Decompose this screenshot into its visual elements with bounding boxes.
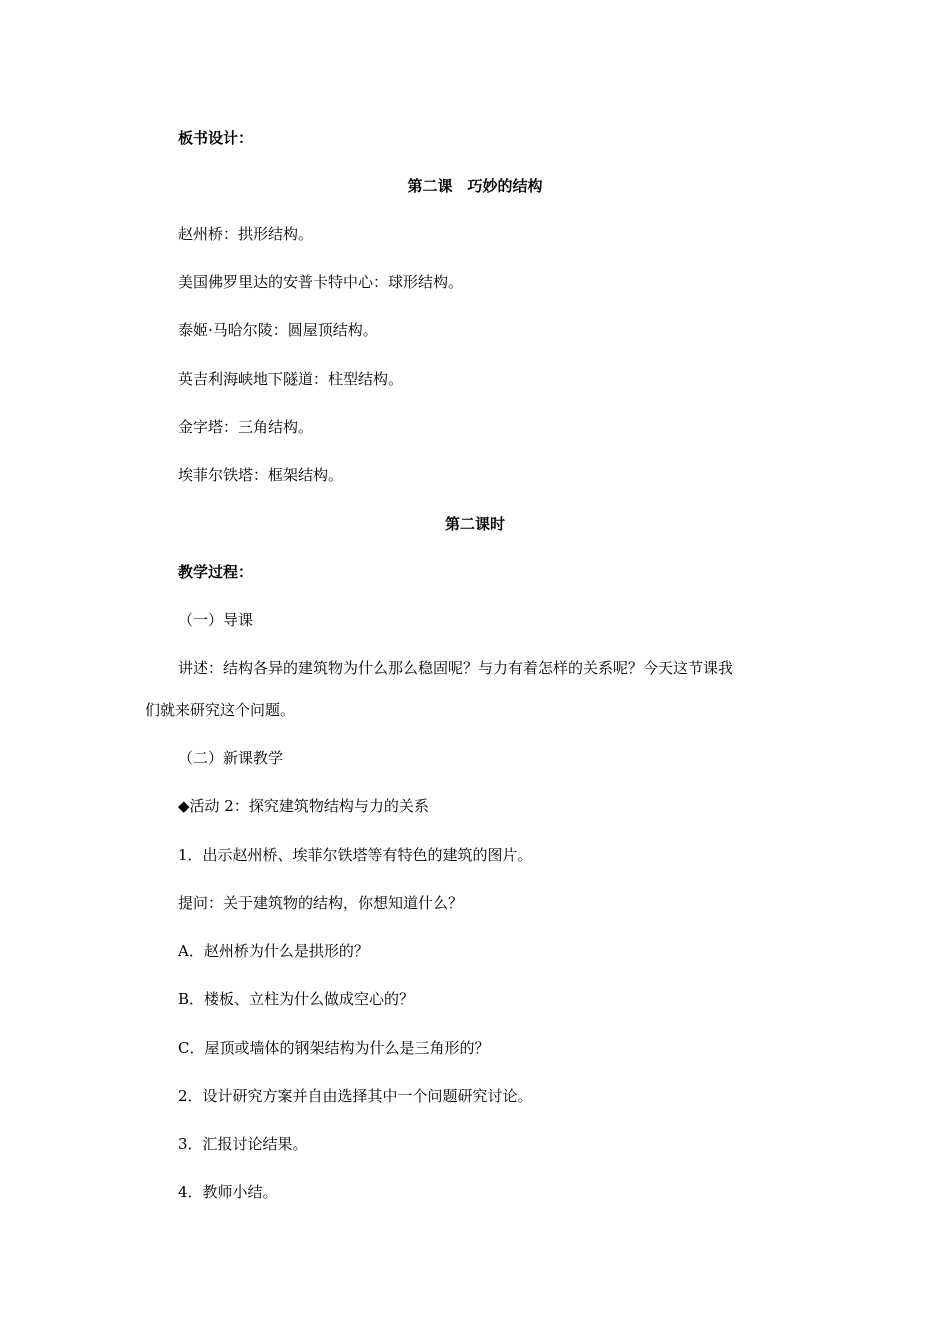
step-3: 3．汇报讨论结果。 bbox=[178, 1135, 308, 1153]
structure-item: 泰姬·马哈尔陵：圆屋顶结构。 bbox=[178, 321, 378, 339]
intro-section-title: （一）导课 bbox=[178, 611, 254, 629]
structure-item: 埃菲尔铁塔：框架结构。 bbox=[178, 466, 344, 484]
activity-heading: ◆活动 2：探究建筑物结构与力的关系 bbox=[178, 797, 429, 815]
option-b: B．楼板、立柱为什么做成空心的？ bbox=[178, 990, 415, 1008]
board-design-heading: 板书设计： bbox=[178, 129, 254, 147]
question-line: 提问：关于建筑物的结构，你想知道什么？ bbox=[178, 894, 464, 912]
structure-item: 金字塔：三角结构。 bbox=[178, 418, 314, 436]
second-period-title: 第二课时 bbox=[444, 515, 505, 533]
structure-item: 英吉利海峡地下隧道：柱型结构。 bbox=[178, 370, 404, 388]
teaching-process-heading: 教学过程： bbox=[178, 563, 254, 581]
option-a: A．赵州桥为什么是拱形的？ bbox=[178, 942, 369, 960]
intro-paragraph-line-2: 们就来研究这个问题。 bbox=[145, 701, 296, 719]
new-lesson-section-title: （二）新课教学 bbox=[178, 749, 284, 767]
step-4: 4．教师小结。 bbox=[178, 1183, 278, 1201]
structure-item: 美国佛罗里达的安普卡特中心：球形结构。 bbox=[178, 273, 464, 291]
lesson-title: 第二课 巧妙的结构 bbox=[407, 177, 543, 195]
structure-item: 赵州桥：拱形结构。 bbox=[178, 225, 314, 243]
step-2: 2．设计研究方案并自由选择其中一个问题研究讨论。 bbox=[178, 1087, 533, 1105]
intro-paragraph-line-1: 讲述：结构各异的建筑物为什么那么稳固呢？与力有着怎样的关系呢？今天这节课我 bbox=[178, 659, 734, 677]
step-1: 1．出示赵州桥、埃菲尔铁塔等有特色的建筑的图片。 bbox=[178, 846, 533, 864]
option-c: C．屋顶或墙体的钢架结构为什么是三角形的？ bbox=[178, 1039, 490, 1057]
